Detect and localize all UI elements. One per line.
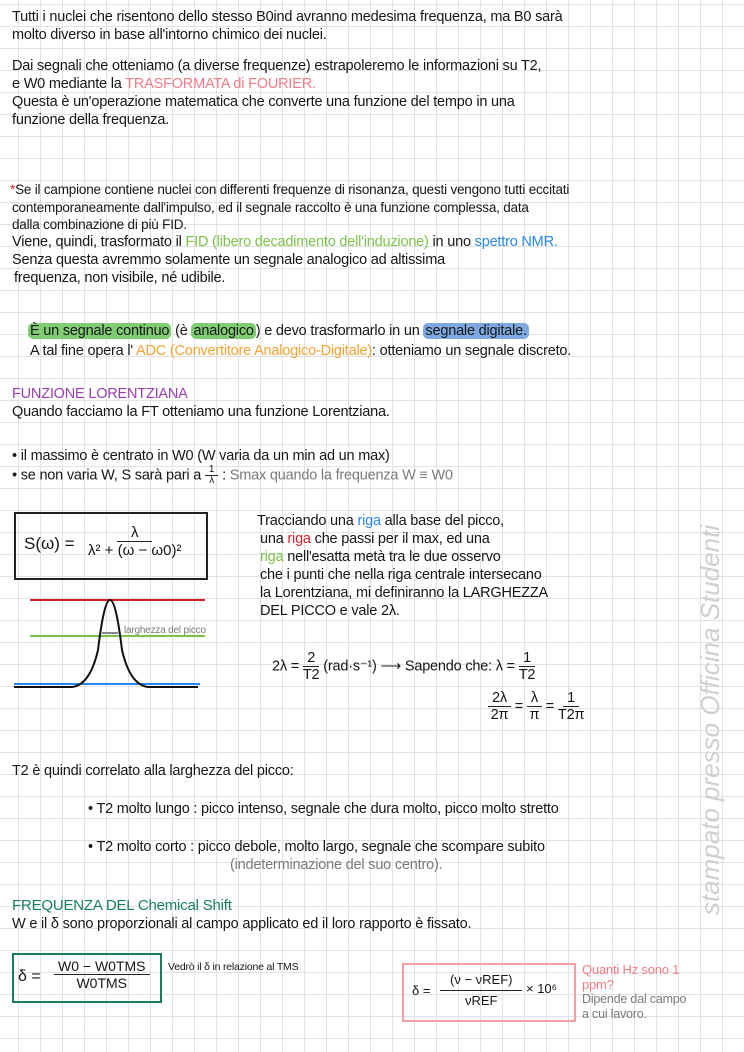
text-line: dalla combinazione di più FID. <box>12 217 187 232</box>
nmr-term: spettro NMR. <box>474 234 558 250</box>
text-line: la Lorentziana, mi definiranno la LARGHEZZA <box>260 585 548 601</box>
text: in uno <box>428 234 475 250</box>
text: una <box>260 531 288 547</box>
denominator: T2 <box>518 667 536 683</box>
denominator: λ <box>209 475 214 486</box>
text-line: che i punti che nella riga centrale intersecano <box>260 567 542 583</box>
numerator: 1 <box>205 465 218 476</box>
text: che passi per il max, ed una <box>310 531 490 547</box>
denominator: νREF <box>464 993 498 1008</box>
adc-term: ADC (Convertitore Analogico-Digitale) <box>135 343 372 359</box>
denominator: T2 <box>302 667 320 683</box>
lorentzian-curve <box>14 600 198 687</box>
equation <box>272 650 535 683</box>
bullet: • T2 molto corto : picco debole, molto largo, segnale che scompare subito <box>88 839 545 855</box>
numerator: λ <box>117 524 153 542</box>
text-line <box>10 181 569 199</box>
formula-lhs: δ = <box>18 968 41 985</box>
text-line: frequenza, non visibile, né udibile. <box>14 270 226 286</box>
numerator: (ν − νREF) <box>440 970 522 991</box>
section-heading: FUNZIONE LORENTZIANA <box>12 386 188 402</box>
denominator: π <box>529 707 540 723</box>
text: Viene, quindi, trasformato il <box>12 234 186 250</box>
text-line: contemporaneamente dall'impulso, ed il segnale raccolto è una funzione complessa, data <box>12 200 529 215</box>
denominator: W0TMS <box>76 975 128 991</box>
text-line: Tutti i nuclei che risentono dello stesso B0ind avranno medesima frequenza, ma B0 sarà <box>12 9 563 25</box>
fraction <box>303 650 320 683</box>
peak-width-label: larghezza del picco <box>124 625 206 636</box>
watermark: stampato presso Officina Studenti <box>695 524 725 916</box>
text-line: W e il δ sono proporzionali al campo applicato ed il loro rapporto è fissato. <box>12 916 472 932</box>
text-line: Senza questa avremmo solamente un segnale analogico ad altissima <box>12 252 445 268</box>
text: : <box>218 467 230 484</box>
text-line <box>12 233 558 251</box>
equation <box>488 690 584 723</box>
denominator: T2π <box>557 707 585 723</box>
fraction <box>527 690 542 723</box>
fraction <box>440 970 522 1011</box>
fraction <box>54 958 150 991</box>
bullet: • T2 molto lungo : picco intenso, segnale che dura molto, picco molto stretto <box>88 801 559 817</box>
text: (è <box>171 323 192 339</box>
text: A tal fine opera l' <box>30 343 136 359</box>
text: riga <box>260 549 284 565</box>
fraction <box>488 690 511 723</box>
text-line <box>260 548 501 566</box>
highlight: analogico <box>193 323 254 339</box>
text: (rad·s⁻¹) ⟶ Sapendo che: λ = <box>323 658 515 675</box>
numerator: λ <box>527 690 542 707</box>
text: 2λ = <box>272 658 300 675</box>
fourier-highlight: TRASFORMATA di FOURIER. <box>125 76 316 92</box>
text-line <box>260 530 490 548</box>
denominator: 2π <box>490 707 509 723</box>
lorentzian-plot <box>0 590 240 700</box>
text-line: Quando facciamo la FT otteniamo una funzione Lorentziana. <box>12 404 390 420</box>
fraction <box>558 690 584 723</box>
lorentzian-formula-box <box>14 512 208 580</box>
formula-lhs: δ = <box>412 983 431 998</box>
text-line <box>28 322 529 340</box>
numerator: 1 <box>519 650 535 667</box>
numerator: W0 − W0TMS <box>54 958 150 975</box>
fraction <box>519 650 536 683</box>
bullet: • il massimo è centrato in W0 (W varia da un min ad un max) <box>12 448 390 464</box>
formula-lhs: S(ω) = <box>24 534 75 553</box>
text-line <box>12 75 316 93</box>
text: Tracciando una <box>257 513 358 529</box>
bullet <box>12 465 453 486</box>
section-heading: FREQUENZA DEL Chemical Shift <box>12 897 232 914</box>
text: e W0 mediante la <box>12 76 126 92</box>
text: • se non varia W, S sarà pari a <box>12 467 205 484</box>
text-line: molto diverso in base all'intorno chimico dei nuclei. <box>12 27 327 43</box>
text: Se il campione contiene nuclei con differenti frequenze di risonanza, questi vengono tutti eccitati <box>15 182 570 197</box>
fid-term: FID (libero decadimento dell'induzione) <box>185 234 429 250</box>
denominator: λ² + (ω − ω0)² <box>88 542 182 559</box>
fraction <box>205 465 218 486</box>
chemical-shift-formula-box <box>12 953 162 1003</box>
text: alla base del picco, <box>380 513 505 529</box>
asterisk: * <box>10 182 16 197</box>
text-line: Questa è un'operazione matematica che converte una funzione del tempo in una <box>12 94 515 110</box>
text-line: funzione della frequenza. <box>12 112 170 128</box>
fraction <box>88 524 181 559</box>
text-line: DEL PICCO e vale 2λ. <box>260 603 400 619</box>
text-line: Dai segnali che otteniamo (a diverse frequenze) estrapoleremo le informazioni su T2, <box>12 58 542 74</box>
note: Vedrò il δ in relazione al TMS <box>168 961 299 973</box>
ppm-formula-box <box>402 963 576 1022</box>
note: (indeterminazione del suo centro). <box>230 857 443 873</box>
text: nell'esatta metà tra le due osservo <box>283 549 501 565</box>
note: Smax quando la frequenza W ≡ W0 <box>229 467 453 484</box>
text: = <box>545 698 555 715</box>
numerator: 1 <box>563 690 579 707</box>
highlight: segnale digitale. <box>425 323 527 339</box>
question-note: Quanti Hz sono 1 ppm? <box>582 962 680 992</box>
text: riga <box>357 513 381 529</box>
numerator: 2 <box>303 650 319 667</box>
numerator: 2λ <box>488 690 511 707</box>
text-line <box>30 342 571 360</box>
text-line: T2 è quindi correlato alla larghezza del picco: <box>12 763 294 779</box>
text: = <box>514 698 524 715</box>
text-line <box>257 512 504 530</box>
highlight: È un segnale continuo <box>30 323 170 339</box>
text: ) e devo trasformarlo in un <box>255 323 424 339</box>
multiplier: × 10⁶ <box>526 981 558 996</box>
text: : otteniamo un segnale discreto. <box>371 343 572 359</box>
answer-note: Dipende dal campo a cui lavoro. <box>582 992 687 1021</box>
text: riga <box>287 531 311 547</box>
